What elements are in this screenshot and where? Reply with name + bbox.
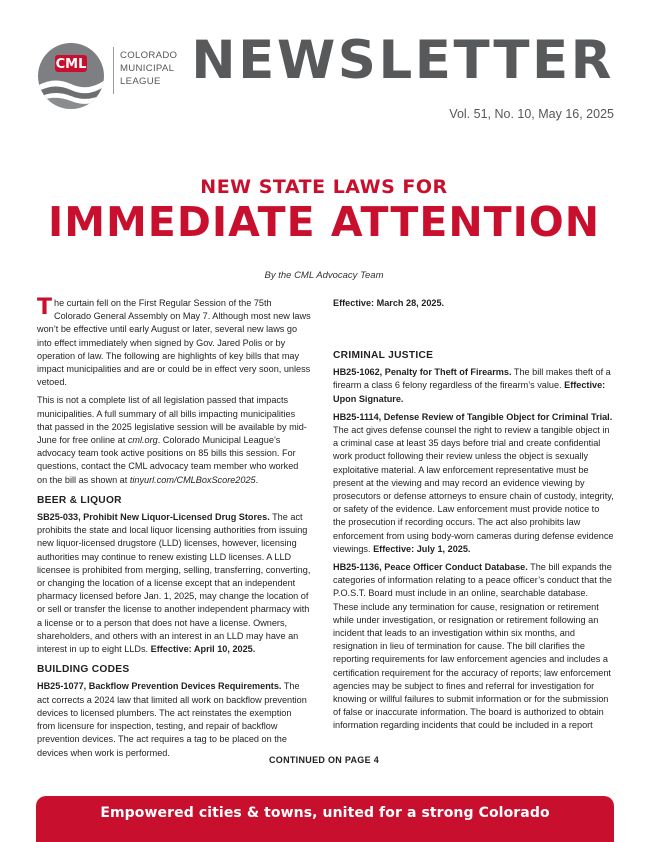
summary-paragraph	[37, 394, 311, 486]
org-name-line: COLORADO	[120, 50, 178, 61]
issue-info: Vol. 51, No. 10, May 16, 2025	[449, 107, 614, 121]
intro-text: he curtain fell on the First Regular Session of the 75th Colorado General Assembly on May 7. Although most new laws won’t be effective until early August or later, several new laws go into effect immediately when signed by Gov. Jared Polis or by operation of law. The following are highlights of key bills that may impact municipalities and are or could be in effect very soon, unless vetoed.	[37, 298, 311, 388]
bill-entry	[333, 411, 614, 556]
bill-body: The act prohibits the state and local liquor licensing authorities from issuing new liquor-licensed drugstore (LLD) licenses, however, licensing authorities may continue to renew existing LLD licenses. A LLD licensee is prohibited from merging, selling, transferring, converting, or changing the location of a license except that an independent pharmacy licensed before Jan. 1, 2025, may change the location of or sell or transfer the license to another independent pharmacy with a license or to a person that does not have a license. Owners, shareholders, and others with an interest in an LLD may have an interest in up to eight LLDs.	[37, 512, 311, 655]
bill-title: HB25-1114, Defense Review of Tangible Object for Criminal Trial.	[333, 411, 613, 422]
org-name-line: LEAGUE	[120, 76, 161, 87]
column-right	[333, 297, 614, 738]
bill-entry	[37, 680, 311, 759]
bill-effective: Effective: March 28, 2025.	[333, 298, 445, 308]
bill-title: HB25-1077, Backflow Prevention Devices Requirements.	[37, 681, 282, 692]
bill-body: The act corrects a 2024 law that limited all work on backflow prevention devices to licensed plumbers. The act reinstates the exemption from licensure for inspection, testing, and repair of backflow prevention devices. The act requires a tag to be placed on the devices when work is performed.	[37, 681, 307, 758]
summary-text: This is not a complete list of all legislation passed that impacts municipalities. A full summary of all bills impacting municipalities that passed in the 2025 legislative session will be available by mid-June for free online at	[37, 395, 307, 446]
bill-effective: Effective: April 10, 2025.	[150, 644, 256, 655]
masthead-title: NEWSLETTER	[191, 30, 614, 91]
cml-link[interactable]: cml.org	[127, 435, 158, 446]
bill-entry-continued	[333, 297, 614, 310]
continued-on-page: CONTINUED ON PAGE 4	[268, 755, 380, 765]
section-heading-building-codes: BUILDING CODES	[37, 664, 130, 676]
svg-text:CML: CML	[55, 57, 87, 72]
bill-title: SB25-033, Prohibit New Liquor-Licensed Drug Stores.	[37, 512, 270, 523]
org-name-line: MUNICIPAL	[120, 63, 175, 74]
bill-body: The bill makes theft of a firearm a class 6 felony regardless of the firearm’s value.	[333, 367, 611, 391]
bill-entry	[333, 561, 614, 733]
byline: By the CML Advocacy Team	[264, 270, 384, 281]
summary-text: . Colorado Municipal League’s advocacy team took active positions on 85 bills this session. For questions, contact the CML advocacy team member who worked on the bill as shown at	[37, 435, 299, 485]
headline-kicker: NEW STATE LAWS FOR	[200, 176, 448, 198]
bill-title: HB25-1062, Penalty for Theft of Firearms.	[333, 367, 512, 378]
bill-title: HB25-1136, Peace Officer Conduct Database.	[333, 562, 528, 573]
org-name	[120, 49, 177, 88]
boxscore-link[interactable]: tinyurl.com/CMLBoxScore2025	[129, 474, 256, 485]
bill-body: The act gives defense counsel the right to review a tangible object in a criminal case at least 35 days before trial and create confidential work product following their review unless the object is sexually exploitative material. A law enforcement representative must be present at the viewing and may record an evidence viewing by prosecutors or defense attorneys to ensure chain of custody, integrity, or safety of the evidence. Law enforcement must provide notice to the prosecution if recording occurs. The act also prohibits law enforcement from using body-worn cameras during defense evidence viewings.	[333, 425, 614, 554]
intro-paragraph	[37, 297, 311, 389]
drop-cap: T	[37, 295, 53, 320]
section-heading-criminal-justice: CRIMINAL JUSTICE	[333, 350, 434, 361]
footer-banner	[36, 796, 614, 842]
cml-logo	[37, 42, 105, 110]
bill-effective: Effective: Upon Signature.	[333, 380, 606, 404]
bill-effective: Effective: July 1, 2025.	[373, 543, 471, 554]
column-left	[37, 297, 311, 765]
footer-tagline: Empowered cities & towns, united for a strong Colorado	[100, 805, 550, 821]
bill-entry	[333, 366, 614, 406]
section-heading-beer-liquor: BEER & LIQUOR	[37, 494, 122, 506]
bill-entry	[37, 511, 311, 656]
logo-divider	[113, 47, 114, 94]
bill-body: The bill expands the categories of information relating to a peace officer’s conduct that the P.O.S.T. Board must include in an online, searchable database. These include any termination for cause, resignation or retirement while under investigation, or resignation or retirement following an incident that leads to an investigation within six months, and resignation in lieu of termination for cause. The bill clarifies the reporting requirements for law enforcement agencies and includes a certification requirement for the accuracy of reports; law enforcement agencies may be subject to fines and referral for investigation for knowing or willful failures to submit information or for the submission of false or inaccurate information. The board is authorized to obtain information regarding incidents that could be included in a report	[333, 562, 612, 731]
headline: IMMEDIATE ATTENTION	[47, 198, 601, 246]
summary-text: .	[255, 474, 259, 485]
